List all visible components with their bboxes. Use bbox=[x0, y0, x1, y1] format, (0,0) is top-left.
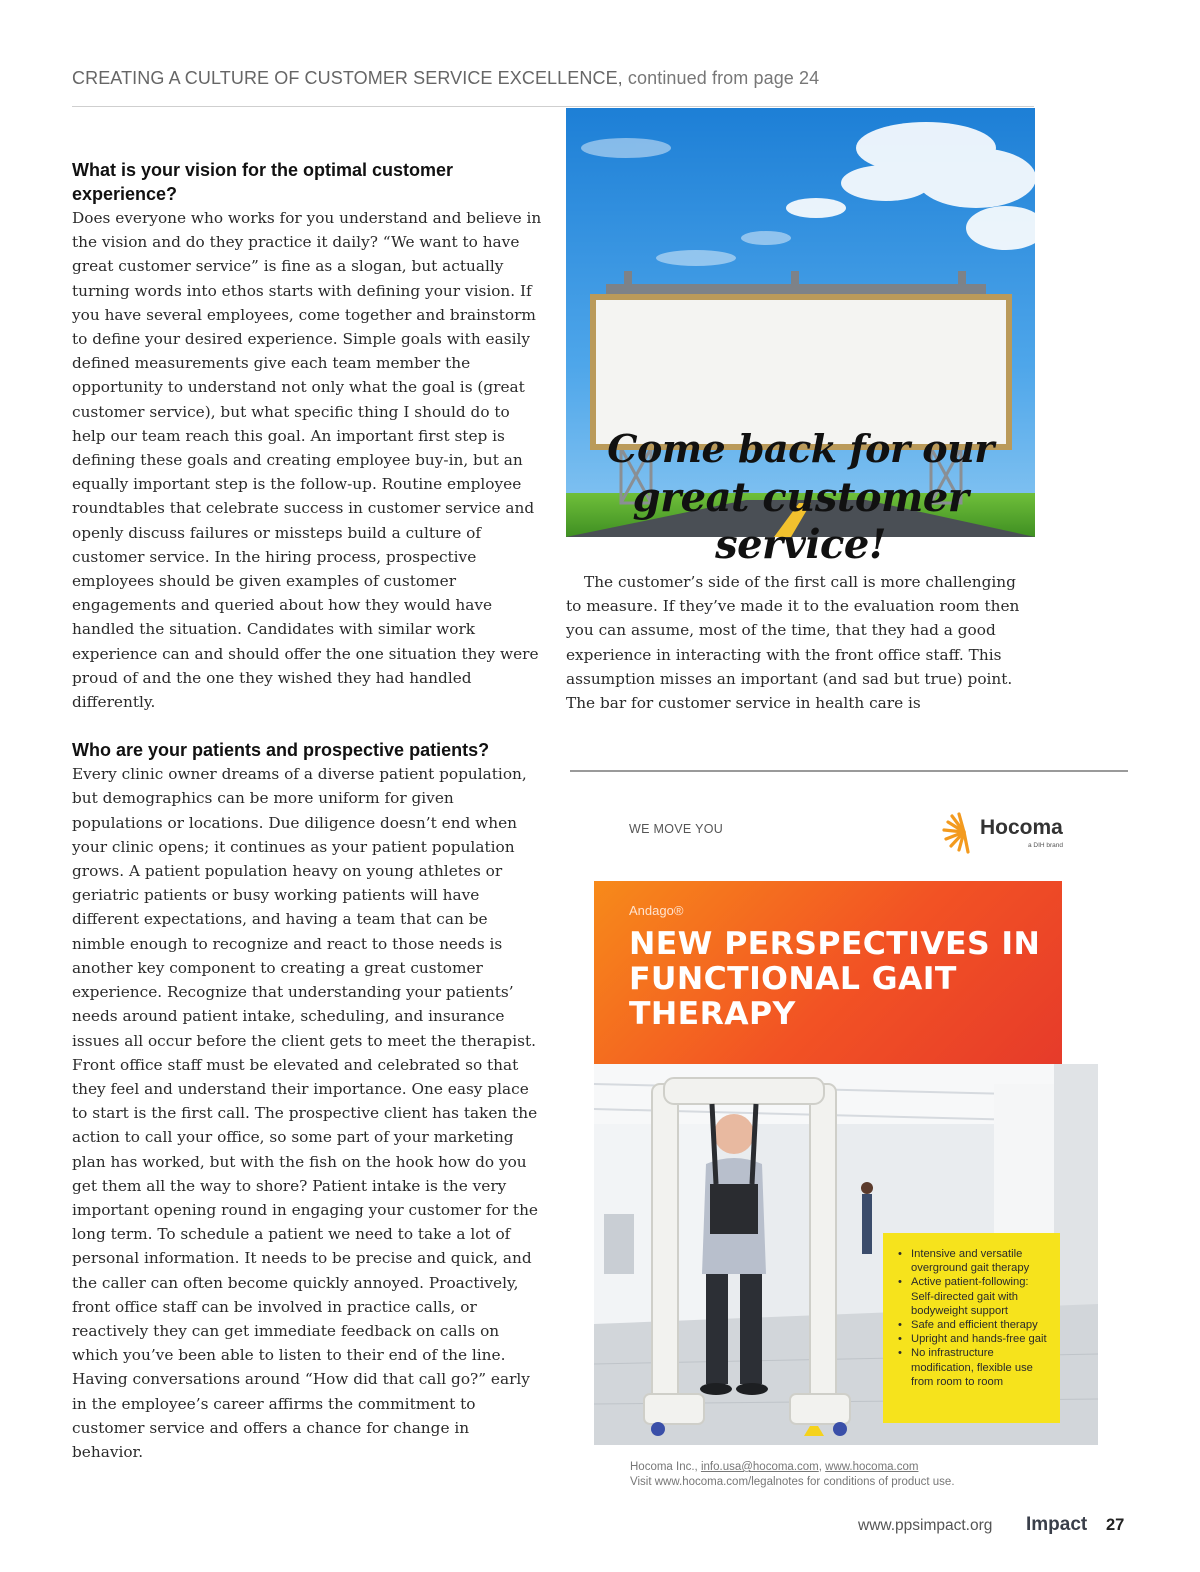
running-head bbox=[72, 68, 1032, 89]
ad-company: Hocoma Inc., bbox=[630, 1461, 698, 1473]
ad-bullet-item: • Intensive and versatile overground gait therapy bbox=[911, 1247, 1054, 1275]
ad-banner bbox=[594, 881, 1062, 1064]
hocoma-logo bbox=[942, 812, 1067, 854]
ad-legal-line: Visit www.hocoma.com/legalnotes for conditions of product use. bbox=[630, 1476, 955, 1488]
paragraph-vision: Does everyone who works for you understand and believe in the vision and do they practice it daily? “We want to have great customer service” is fine as a slogan, but actually turning words into ethos starts with defining your vision. If you have several employees, come together and brainstorm to define your desired experience. Simple goals with easily defined measurements give each team member the opportunity to understand not only what the goal is (great customer service), but what specific thing I should do to help our team reach this goal. An important first step is defining these goals and creating employee buy-in, but an equally important step is the follow-up. Routine employee roundtables that celebrate success in customer service and openly discuss failures or missteps build a culture of customer service. In the hiring process, prospective employees should be given examples of customer engagements and queried about how they would have handled the situation. Candidates with similar work experience can and should offer the one situation they were proud of and the one they wished they had handled differently. bbox=[72, 209, 542, 712]
ad-email-link[interactable]: info.usa@hocoma.com bbox=[700, 1461, 819, 1473]
running-head-title: CREATING A CULTURE OF CUSTOMER SERVICE EXCELLENCE, bbox=[72, 68, 623, 88]
ad-tagline: WE MOVE YOU bbox=[629, 822, 724, 836]
ad-product-name: Andago® bbox=[629, 903, 684, 918]
right-column bbox=[566, 570, 1036, 715]
running-head-continued: continued from page 24 bbox=[627, 68, 820, 88]
section-heading-patients: Who are your patients and prospective patients? bbox=[72, 740, 490, 761]
billboard-line-2: great customer service! bbox=[632, 474, 969, 568]
folio-magazine: Impact bbox=[1026, 1514, 1088, 1535]
header-divider bbox=[72, 106, 1034, 107]
section-heading-vision: What is your vision for the optimal customer experience? bbox=[72, 160, 454, 204]
ad-bullet-item: • Active patient-following: Self-directed gait with bodyweight support bbox=[911, 1275, 1054, 1318]
ad-web-link[interactable]: www.hocoma.com bbox=[825, 1461, 919, 1473]
page-folio bbox=[858, 1514, 1128, 1538]
hocoma-sunburst-icon bbox=[942, 812, 982, 854]
ad-footer bbox=[630, 1460, 955, 1490]
billboard-line-1: Come back for our bbox=[607, 426, 994, 471]
hocoma-brand-name: Hocoma bbox=[980, 816, 1063, 839]
page-number: 27 bbox=[1106, 1516, 1125, 1534]
ad-bullet-item: • Safe and efficient therapy bbox=[911, 1318, 1054, 1332]
ad-bullet-box bbox=[883, 1233, 1060, 1423]
ad-contact-line bbox=[630, 1460, 955, 1475]
ad-bullet-item: • No infrastructure modification, flexible use from room to room bbox=[911, 1346, 1054, 1389]
ad-bullet-list bbox=[883, 1233, 1060, 1389]
ad-bullet-item: • Upright and hands-free gait bbox=[911, 1332, 1054, 1346]
hocoma-brand-sub: a DIH brand bbox=[1027, 842, 1063, 849]
ad-divider bbox=[570, 770, 1128, 772]
paragraph-patients: Every clinic owner dreams of a diverse patient population, but demographics can be more uniform for given populations or locations. Due diligence doesn’t end when your clinic opens; it continues as your patient population grows. A patient population heavy on young athletes or geriatric patients or busy working patients will have different expectations, and having a team that can be nimble enough to recognize and react to those needs is another key component to creating a great customer experience. Recognize that understanding your patients’ needs around patient intake, scheduling, and insurance issues all occur before the client gets to meet the therapist. Front office staff must be elevated and celebrated so that they feel and understand their importance. One easy place to start is the first call. The prospective client has taken the action to call your office, so some part of your marketing plan has worked, but with the fish on the hook how do you get them all the way to shore? Patient intake is the very important opening round in engaging your customer for the long term. To schedule a patient we need to take a lot of personal information. It needs to be precise and quick, and the caller can often become quickly annoyed. Proactively, front office staff can be involved in practice calls, or reactively they can get immediate feedback on calls on which you’ve been able to listen to their end of the line. Having conversations around “How did that call go?” early in the employee’s career affirms the commitment to customer service and offers a chance for change in behavior. bbox=[72, 765, 538, 1461]
billboard-illustration bbox=[566, 108, 1035, 568]
ad-headline: NEW PERSPECTIVES IN FUNCTIONAL GAIT THERAPY bbox=[629, 926, 1041, 1032]
paragraph-first-call: The customer’s side of the first call is more challenging to measure. If they’ve made it to the evaluation room then you can assume, most of the time, that they had a good experience in interacting with the front office staff. This assumption misses an important (and sad but true) point. The bar for customer service in health care is bbox=[566, 573, 1020, 713]
folio-url[interactable]: www.ppsimpact.org bbox=[858, 1517, 993, 1534]
left-column bbox=[72, 158, 542, 1464]
billboard-scene bbox=[566, 108, 1035, 537]
ad-sep: , bbox=[818, 1461, 822, 1473]
